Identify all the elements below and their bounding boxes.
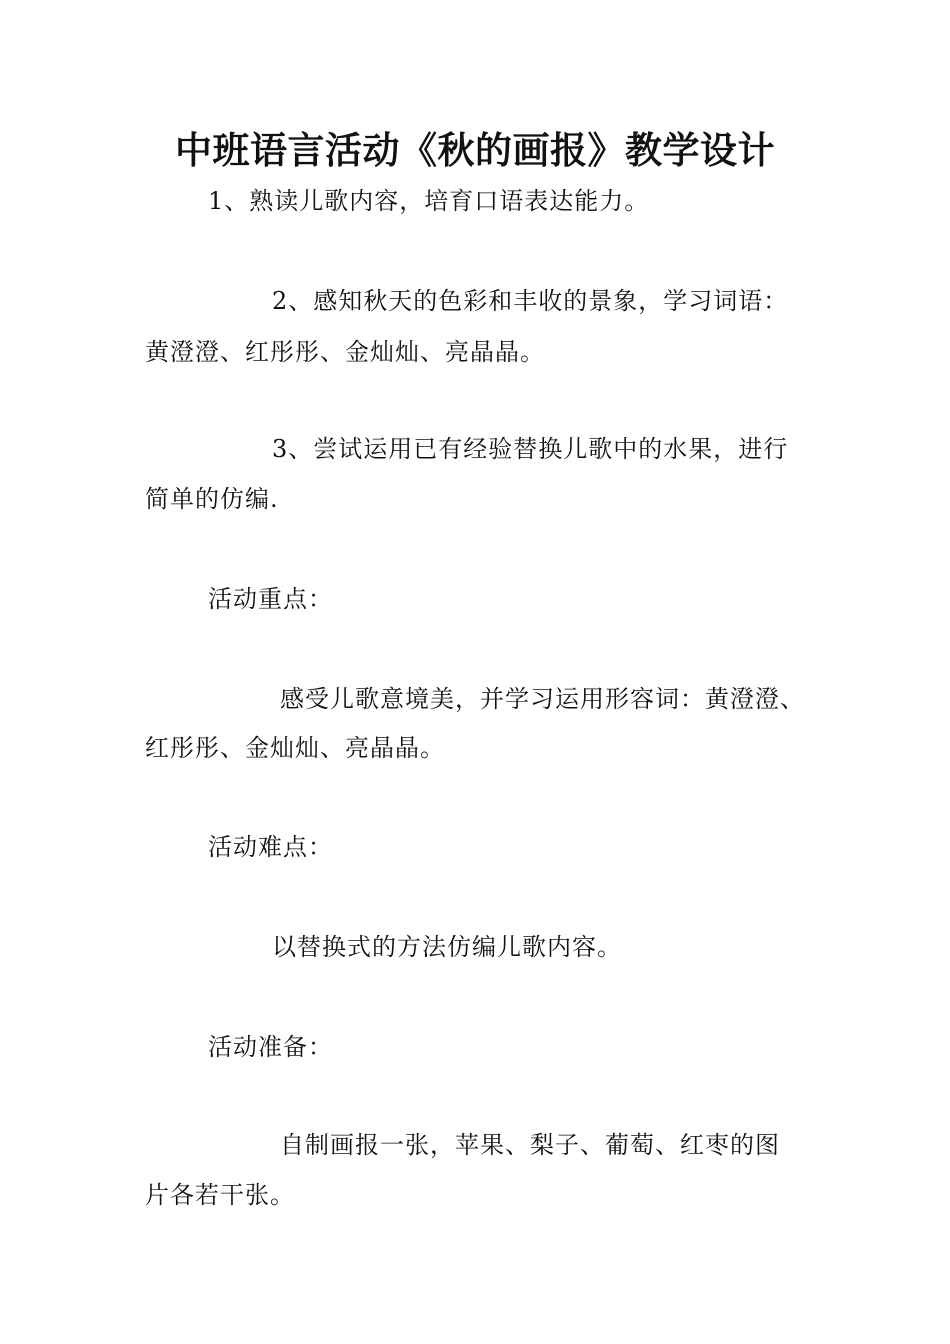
goal-1: 1、熟读儿歌内容，培育口语表达能力。 bbox=[208, 187, 650, 215]
goal-2-line-2: 黄澄澄、红彤彤、金灿灿、亮晶晶。 bbox=[145, 338, 545, 366]
key-points-line-2: 红彤彤、金灿灿、亮晶晶。 bbox=[145, 734, 445, 762]
difficulty-text: 以替换式的方法仿编儿歌内容。 bbox=[272, 933, 622, 961]
goal-3-line-2: 简单的仿编. bbox=[145, 485, 279, 513]
key-points-heading: 活动重点： bbox=[208, 585, 333, 613]
document-title: 中班语言活动《秋的画报》教学设计 bbox=[175, 129, 775, 172]
goal-3-line-1: 3、尝试运用已有经验替换儿歌中的水果，进行 bbox=[272, 435, 789, 463]
preparation-line-1: 自制画报一张，苹果、梨子、葡萄、红枣的图 bbox=[280, 1131, 780, 1159]
preparation-line-2: 片各若干张。 bbox=[145, 1181, 295, 1209]
difficulty-heading: 活动难点： bbox=[208, 833, 333, 861]
preparation-heading: 活动准备： bbox=[208, 1033, 333, 1061]
key-points-line-1: 感受儿歌意境美，并学习运用形容词：黄澄澄、 bbox=[280, 685, 805, 713]
goal-2-line-1: 2、感知秋天的色彩和丰收的景象，学习词语： bbox=[272, 287, 789, 315]
